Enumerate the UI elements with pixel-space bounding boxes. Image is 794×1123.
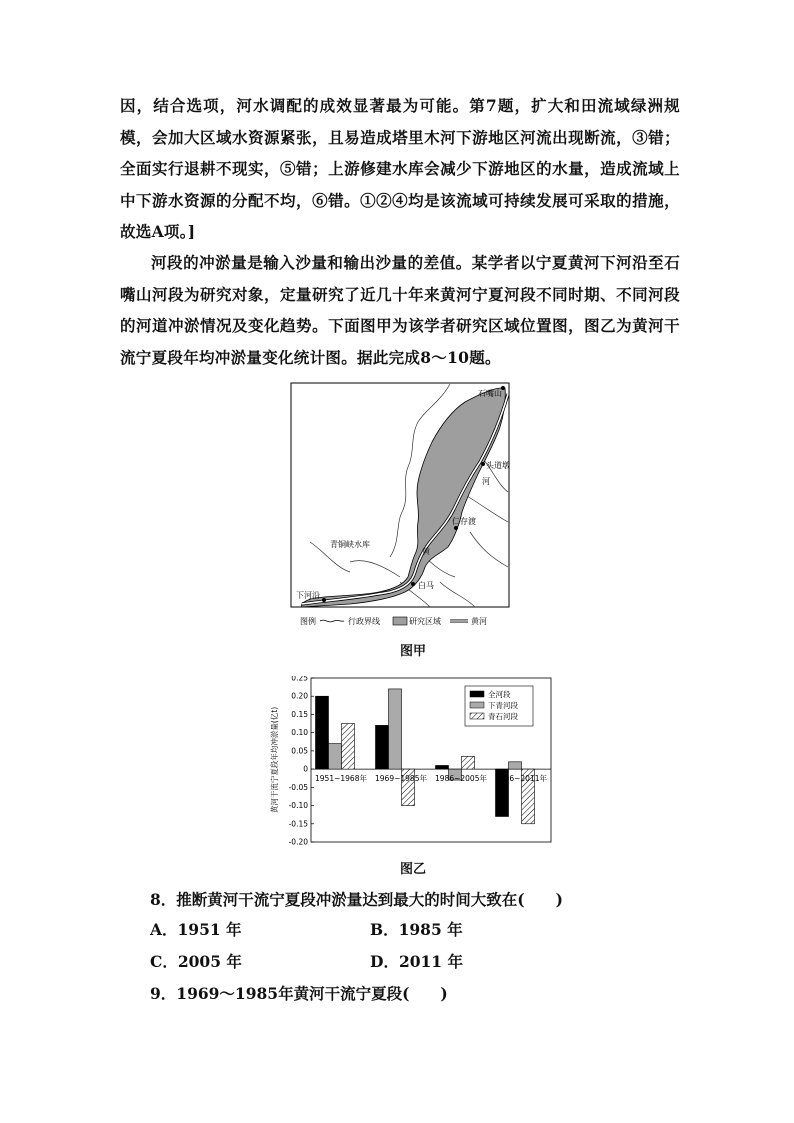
bar xyxy=(329,744,342,770)
y-tick-label: 0.05 xyxy=(291,746,308,756)
y-tick-label: 0.25 xyxy=(291,676,308,683)
x-tick-label: 1951~1968年 xyxy=(315,774,367,784)
svg-text:行政界线: 行政界线 xyxy=(348,617,380,626)
x-tick-label: 2006~2011年 xyxy=(495,774,547,784)
chart-caption: 图乙 xyxy=(399,862,426,877)
legend-label: 青石河段 xyxy=(488,712,518,721)
map-caption: 图甲 xyxy=(399,644,426,659)
bar xyxy=(509,762,522,769)
y-tick-label: -0.05 xyxy=(288,782,308,792)
label-shizuishan: 石嘴山 xyxy=(478,389,502,398)
toudaodun-dot xyxy=(481,462,485,466)
bar xyxy=(376,725,389,769)
y-tick-label: 0.10 xyxy=(291,728,308,738)
x-tick-label: 1986~2005年 xyxy=(435,774,487,784)
x-tick-label: 1969~1985年 xyxy=(375,774,427,784)
xiaheyan-dot xyxy=(322,598,326,602)
legend-swatch xyxy=(470,691,484,697)
option-8d[interactable]: D．2011 年 xyxy=(370,952,463,971)
baima-dot xyxy=(411,582,415,586)
y-tick-label: 0 xyxy=(303,764,308,774)
legend-label: 下青河段 xyxy=(488,701,518,710)
label-huang: 黄 xyxy=(422,547,430,556)
bar xyxy=(316,696,329,769)
legend-swatch xyxy=(470,702,484,708)
legend-label: 全河段 xyxy=(488,690,511,699)
question-8: 8．推断黄河干流宁夏段冲淤量达到最大的时间大致在( ) xyxy=(150,890,563,909)
label-he: 河 xyxy=(482,477,490,486)
intro-paragraph: 河段的冲淤量是输入沙量和输出沙量的差值。某学者以宁夏黄河下河沿至石嘴山河段为研究对象，定量研究了近几十年来黄河宁夏河段不同时期、不同河段的河道冲淤情况及变化趋势。下面图甲为该学者研究区域位置图，图乙为黄河干流宁夏段年均冲淤量变化统计图。据此完成8～10题。 xyxy=(120,253,680,367)
bar xyxy=(389,689,402,769)
bar xyxy=(436,765,449,769)
svg-text:研究区域: 研究区域 xyxy=(409,617,441,626)
map-legend xyxy=(300,616,487,626)
option-8a[interactable]: A．1951 年 xyxy=(150,920,242,939)
rencundu-dot xyxy=(454,526,458,530)
sediment-bar-chart xyxy=(265,676,555,848)
svg-text:图例: 图例 xyxy=(300,617,316,626)
question-9: 9．1969～1985年黄河干流宁夏段( ) xyxy=(150,984,448,1003)
y-tick-label: 0.15 xyxy=(291,709,308,719)
label-qingtongxia: 青铜峡水库 xyxy=(330,540,370,549)
explanation-paragraph: 因，结合选项，河水调配的成效显著最为可能。第7题，扩大和田流域绿洲规模，会加大区域水资源紧张，且易造成塔里木河下游地区河流出现断流，③错；全面实行退耕不现实，⑤错；上游修建水库会减少下游地区的水量，造成流域上中下游水资源的分配不均，⑥错。①②④均是该流域可持续发展可采取的措施，故选A项。] xyxy=(120,96,680,241)
y-tick-label: 0.20 xyxy=(291,691,308,701)
legend-swatch xyxy=(470,713,484,719)
y-tick-label: -0.15 xyxy=(288,819,308,829)
bar xyxy=(342,724,355,770)
option-8c[interactable]: C．2005 年 xyxy=(150,952,242,971)
y-tick-label: -0.10 xyxy=(288,801,308,811)
svg-text:黄河: 黄河 xyxy=(471,617,487,626)
label-toudaodun: 头道墩 xyxy=(486,461,510,470)
label-baima: 白马 xyxy=(418,581,434,590)
label-rencundu: 仁存渡 xyxy=(452,517,476,526)
label-xiaheyan: 下河沿 xyxy=(296,591,320,600)
study-area-map xyxy=(290,382,510,632)
bar xyxy=(462,756,475,769)
y-tick-label: -0.20 xyxy=(288,837,308,847)
option-8b[interactable]: B．1985 年 xyxy=(370,920,463,939)
y-axis-label: 黄河干流宁夏段年均冲淤量(亿t) xyxy=(270,706,279,814)
